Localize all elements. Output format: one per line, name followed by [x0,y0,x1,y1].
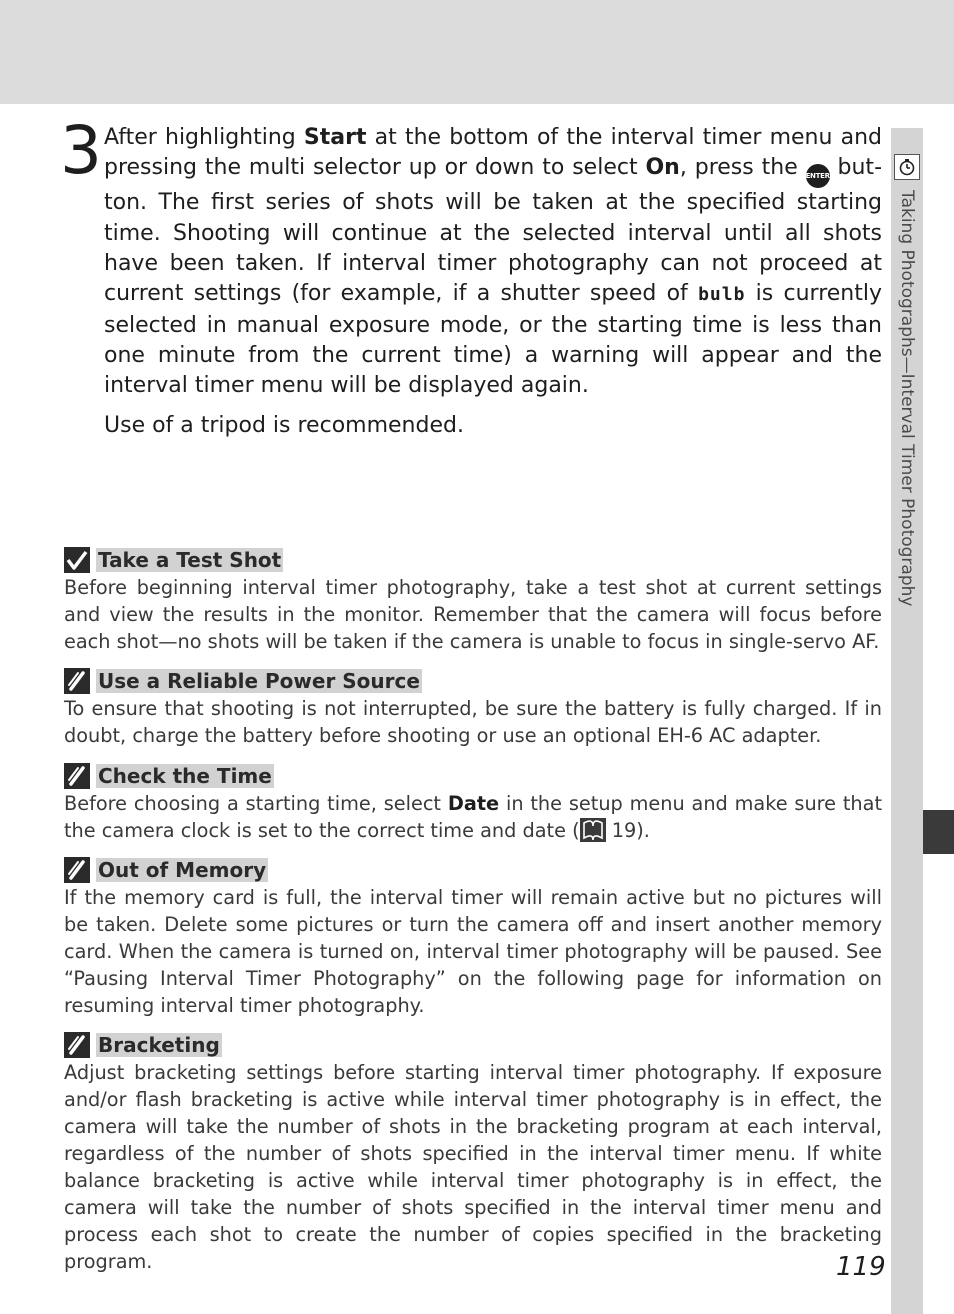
page-number: 119 [836,1252,886,1282]
note-title: Take a Test Shot [98,548,282,572]
tripod-recommendation: Use of a tripod is recommended. [104,413,464,438]
step-number: 3 [60,112,102,189]
enter-button-icon: ENTER [806,164,830,188]
note-title: Out of Memory [98,858,267,882]
note-text: Before choosing a starting time, select Date in the setup menu and make sure that the camera clock is set to the correct time and date ( 19). [64,792,883,842]
note-text: To ensure that shooting is not interrupted, be sure the battery is fully charged. If in doubt, charge the battery before shooting or use an optional EH-6 AC adapter. [64,697,882,747]
self-timer-icon [894,154,920,180]
note-text: Before beginning interval timer photography, take a test shot at current settings and view the results in the monitor. Remember that the camera will focus before each shot—no shots will be taken if the camera is unable to focus in single-servo AF. [64,576,882,653]
note-take-test-shot [64,547,882,655]
note-title: Check the Time [98,764,272,788]
note-title: Use a Reliable Power Source [98,669,420,693]
header-band [0,0,954,104]
section-marker [923,810,954,854]
check-icon [64,547,90,573]
note-out-of-memory [64,857,882,1019]
note-text: If the memory card is full, the interval timer will remain active but no pictures will be taken. Delete some pictures or turn the camera off and insert another memory card. When the camera is turned on, interval timer photography will be paused. See “Pausing Interval Timer Photography” on the following page for information on resuming interval timer photography. [64,886,882,1017]
note-text: Adjust bracketing settings before starting interval timer photography. If exposure and/or flash bracketing is active while interval timer photography is in effect, the camera will take the number of shots in the bracketing program at each interval, regardless of the number of shots specified in the interval timer menu. If white balance bracketing is active while interval timer photography is in effect, the camera will take the number of shots specified in the interval timer menu and process each shot to create the number of copies specified in the bracketing program. [64,1061,882,1273]
sidebar-section-label: Taking Photographs—Interval Timer Photography [897,190,917,607]
pencil-icon [64,857,90,883]
date-term: Date [447,792,500,815]
note-bracketing [64,1032,882,1275]
pencil-icon [64,668,90,694]
pencil-icon [64,763,90,789]
note-title: Bracketing [98,1033,220,1057]
note-reliable-power-source [64,668,882,749]
pencil-icon [64,1032,90,1058]
note-check-time [64,763,882,844]
book-reference-icon [580,818,606,842]
on-term: On [645,155,680,181]
step-instructions: After highlighting Start at the bottom of the interval timer menu and pressing the multi selector up or down to select On, press the ENTER button. The first series of shots will be taken at the specified starting time. Shooting will continue at the selected interval until all shots have been taken. If interval timer photography can not proceed at current settings (for example, if a shutter speed of bulb is currently selected in manual exposure mode, or the starting time is less than one minute from the current time) a warning will appear and the interval timer menu will be displayed again. [104,125,883,399]
bulb-lcd-text: bulb [698,284,746,306]
start-term: Start [303,125,367,150]
